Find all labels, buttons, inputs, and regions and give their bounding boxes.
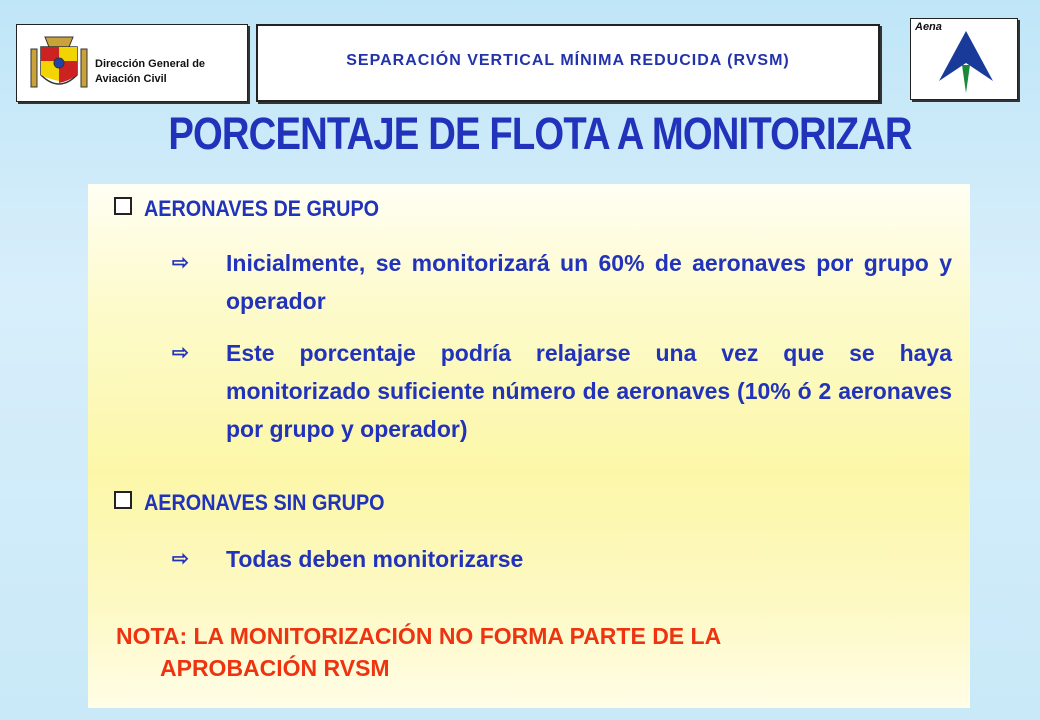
- section-heading-sin-grupo: [114, 490, 411, 516]
- square-bullet-icon: [114, 197, 132, 215]
- dgac-line1: Dirección General de: [95, 58, 206, 70]
- list-item: [172, 540, 952, 578]
- aena-label: Aena: [915, 21, 942, 33]
- section-title: AERONAVES DE GRUPO: [144, 196, 380, 221]
- dgac-logo-box: [16, 24, 248, 102]
- dgac-line2: Aviación Civil: [95, 73, 167, 85]
- page-title: PORCENTAJE DE FLOTA A MONITORIZAR: [168, 108, 912, 159]
- dgac-label: [95, 57, 205, 87]
- arrow-right-icon: ⇨: [172, 252, 189, 274]
- arrow-right-icon: ⇨: [172, 548, 189, 570]
- slide-subject-box: [256, 24, 880, 102]
- list-item-text: Inicialmente, se monitorizará un 60% de aeronaves por grupo y operador: [226, 250, 952, 314]
- aena-logo-icon: [935, 29, 997, 95]
- list-item: [172, 244, 952, 320]
- list-item: [172, 334, 952, 448]
- spain-coat-of-arms-icon: [25, 31, 93, 95]
- list-item-text: Todas deben monitorizarse: [226, 546, 524, 572]
- nota-line2: APROBACIÓN RVSM: [160, 655, 390, 681]
- aena-logo-box: [910, 18, 1018, 100]
- square-bullet-icon: [114, 491, 132, 509]
- section-heading-grupo: [114, 196, 405, 222]
- nota-text: [116, 620, 876, 684]
- list-item-text: Este porcentaje podría relajarse una vez que se haya monitorizado suficiente número de aeronaves (10% ó 2 aeronaves por grupo y operador): [226, 340, 952, 442]
- arrow-right-icon: ⇨: [172, 342, 189, 364]
- content-panel: [88, 184, 970, 708]
- section-title: AERONAVES SIN GRUPO: [144, 490, 385, 515]
- nota-line1: NOTA: LA MONITORIZACIÓN NO FORMA PARTE DE LA: [116, 623, 722, 649]
- slide-subject: SEPARACIÓN VERTICAL MÍNIMA REDUCIDA (RVSM): [346, 52, 790, 69]
